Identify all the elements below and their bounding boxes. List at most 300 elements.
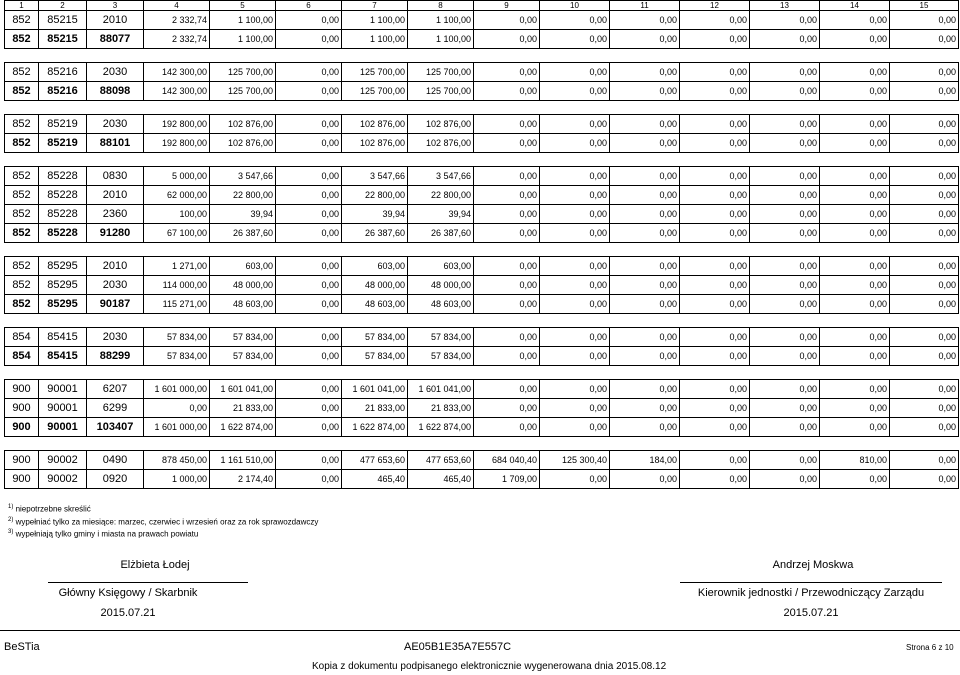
table-cell: 0,00	[750, 380, 820, 399]
table-row	[5, 167, 959, 186]
table-cell: 102 876,00	[408, 134, 474, 153]
table-cell: 900	[5, 470, 39, 489]
table-cell: 0,00	[610, 328, 680, 347]
table-cell: 0,00	[820, 63, 890, 82]
table-cell: 6207	[87, 380, 144, 399]
table-cell: 0,00	[820, 30, 890, 49]
table-cell: 48 603,00	[210, 295, 276, 314]
table-cell: 1 601 041,00	[408, 380, 474, 399]
table-cell: 810,00	[820, 451, 890, 470]
group-separator	[5, 366, 959, 380]
table-cell: 0,00	[680, 295, 750, 314]
table-cell: 184,00	[610, 451, 680, 470]
table-cell: 852	[5, 186, 39, 205]
table-row	[5, 276, 959, 295]
table-cell: 0,00	[750, 276, 820, 295]
table-cell: 192 800,00	[144, 115, 210, 134]
table-row	[5, 11, 959, 30]
footnote: $^{1)}$ niepotrzebne skreślić	[8, 504, 91, 514]
table-cell: 39,94	[408, 205, 474, 224]
table-cell: 0,00	[750, 63, 820, 82]
table-cell: 85295	[39, 276, 87, 295]
table-cell: 0,00	[680, 328, 750, 347]
table-cell: 0,00	[474, 328, 540, 347]
table-cell: 0,00	[820, 399, 890, 418]
column-number: 15	[890, 1, 959, 11]
table-cell: 0,00	[474, 295, 540, 314]
table-cell: 0,00	[474, 257, 540, 276]
table-cell: 0,00	[820, 205, 890, 224]
table-cell: 0,00	[890, 347, 959, 366]
table-cell: 0,00	[680, 30, 750, 49]
table-cell: 22 800,00	[342, 186, 408, 205]
table-cell: 0,00	[540, 399, 610, 418]
table-cell: 0,00	[680, 11, 750, 30]
table-cell: 878 450,00	[144, 451, 210, 470]
table-cell: 0,00	[750, 82, 820, 101]
table-cell: 85228	[39, 205, 87, 224]
group-separator	[5, 49, 959, 63]
table-cell: 85219	[39, 115, 87, 134]
table-row-total	[5, 82, 959, 101]
table-cell: 0,00	[276, 380, 342, 399]
table-cell: 0,00	[680, 167, 750, 186]
group-separator	[5, 314, 959, 328]
table-cell: 1 100,00	[408, 11, 474, 30]
table-cell: 900	[5, 418, 39, 437]
table-cell: 0,00	[610, 63, 680, 82]
table-cell: 0,00	[680, 82, 750, 101]
table-cell: 0,00	[890, 380, 959, 399]
table-cell: 2 174,40	[210, 470, 276, 489]
table-cell: 90001	[39, 380, 87, 399]
table-cell: 0,00	[474, 30, 540, 49]
table-cell: 85295	[39, 257, 87, 276]
table-cell: 100,00	[144, 205, 210, 224]
table-cell: 0,00	[680, 257, 750, 276]
table-cell: 603,00	[408, 257, 474, 276]
column-number: 3	[87, 1, 144, 11]
table-cell: 48 603,00	[408, 295, 474, 314]
table-row	[5, 451, 959, 470]
group-separator	[5, 101, 959, 115]
table-cell: 0,00	[474, 205, 540, 224]
right-signer-name: Andrzej Moskwa	[772, 559, 854, 571]
table-cell: 85415	[39, 328, 87, 347]
table-cell: 90187	[87, 295, 144, 314]
table-cell: 21 833,00	[408, 399, 474, 418]
table-cell: 465,40	[408, 470, 474, 489]
table-cell: 1 100,00	[210, 30, 276, 49]
table-cell: 852	[5, 167, 39, 186]
table-cell: 0,00	[820, 347, 890, 366]
table-cell: 0,00	[750, 30, 820, 49]
table-cell: 0,00	[820, 82, 890, 101]
table-cell: 57 834,00	[408, 347, 474, 366]
table-cell: 0,00	[610, 115, 680, 134]
table-cell: 125 700,00	[408, 82, 474, 101]
table-cell: 1 100,00	[342, 30, 408, 49]
table-cell: 0,00	[276, 205, 342, 224]
table-cell: 1 601 000,00	[144, 380, 210, 399]
footnotes	[8, 502, 318, 540]
table-cell: 102 876,00	[408, 115, 474, 134]
column-number: 13	[750, 1, 820, 11]
table-cell: 57 834,00	[342, 347, 408, 366]
table-cell: 0,00	[820, 276, 890, 295]
table-cell: 114 000,00	[144, 276, 210, 295]
table-cell: 0,00	[820, 418, 890, 437]
table-cell: 0,00	[890, 186, 959, 205]
table-cell: 90001	[39, 399, 87, 418]
table-cell: 0,00	[750, 470, 820, 489]
table-cell: 0,00	[750, 257, 820, 276]
table-cell: 57 834,00	[210, 347, 276, 366]
table-cell: 3 547,66	[408, 167, 474, 186]
table-row	[5, 380, 959, 399]
table-cell: 67 100,00	[144, 224, 210, 243]
left-signer-role: Główny Księgowy / Skarbnik	[58, 587, 198, 599]
table-cell: 0,00	[276, 134, 342, 153]
table-cell: 0,00	[820, 224, 890, 243]
table-cell: 2010	[87, 257, 144, 276]
table-cell: 142 300,00	[144, 63, 210, 82]
table-cell: 0,00	[474, 380, 540, 399]
table-cell: 2030	[87, 276, 144, 295]
table-row	[5, 115, 959, 134]
table-cell: 0,00	[820, 186, 890, 205]
table-cell: 0,00	[276, 224, 342, 243]
table-cell: 0,00	[276, 63, 342, 82]
column-number: 10	[540, 1, 610, 11]
table-cell: 85215	[39, 11, 87, 30]
table-cell: 0,00	[540, 257, 610, 276]
table-cell: 0,00	[750, 295, 820, 314]
table-cell: 0,00	[890, 399, 959, 418]
column-number: 11	[610, 1, 680, 11]
table-cell: 0,00	[610, 470, 680, 489]
footer-document-code: AE05B1E35A7E557C	[404, 641, 512, 653]
table-cell: 0,00	[276, 328, 342, 347]
table-cell: 0,00	[540, 470, 610, 489]
table-cell: 0,00	[890, 257, 959, 276]
table-row	[5, 186, 959, 205]
table-cell: 2030	[87, 115, 144, 134]
table-cell: 477 653,60	[342, 451, 408, 470]
table-cell: 0,00	[890, 224, 959, 243]
table-row-total	[5, 347, 959, 366]
table-cell: 0,00	[680, 186, 750, 205]
table-cell: 0,00	[750, 328, 820, 347]
table-cell: 0,00	[540, 418, 610, 437]
table-cell: 57 834,00	[210, 328, 276, 347]
table-cell: 142 300,00	[144, 82, 210, 101]
table-cell: 90001	[39, 418, 87, 437]
table-cell: 854	[5, 328, 39, 347]
table-cell: 0,00	[540, 82, 610, 101]
table-cell: 0,00	[750, 224, 820, 243]
table-cell: 0,00	[276, 11, 342, 30]
table-cell: 22 800,00	[210, 186, 276, 205]
table-cell: 125 700,00	[408, 63, 474, 82]
table-cell: 0830	[87, 167, 144, 186]
table-cell: 0,00	[890, 134, 959, 153]
table-cell: 684 040,40	[474, 451, 540, 470]
table-cell: 1 622 874,00	[342, 418, 408, 437]
column-number: 4	[144, 1, 210, 11]
table-cell: 85215	[39, 30, 87, 49]
table-cell: 57 834,00	[144, 347, 210, 366]
table-row	[5, 399, 959, 418]
table-cell: 88098	[87, 82, 144, 101]
table-cell: 0,00	[890, 451, 959, 470]
table-cell: 0,00	[820, 328, 890, 347]
table-cell: 0,00	[540, 30, 610, 49]
table-cell: 3 547,66	[210, 167, 276, 186]
table-cell: 85228	[39, 224, 87, 243]
table-cell: 39,94	[210, 205, 276, 224]
table-cell: 125 700,00	[210, 82, 276, 101]
table-cell: 0,00	[276, 347, 342, 366]
table-cell: 39,94	[342, 205, 408, 224]
table-cell: 0,00	[474, 63, 540, 82]
column-number: 8	[408, 1, 474, 11]
table-cell: 852	[5, 63, 39, 82]
table-cell: 0,00	[276, 115, 342, 134]
table-cell: 57 834,00	[342, 328, 408, 347]
table-cell: 0,00	[680, 276, 750, 295]
table-cell: 0,00	[540, 11, 610, 30]
column-number: 2	[39, 1, 87, 11]
table-cell: 0,00	[540, 276, 610, 295]
table-cell: 0,00	[610, 167, 680, 186]
table-cell: 0,00	[610, 11, 680, 30]
table-cell: 603,00	[210, 257, 276, 276]
table-row	[5, 63, 959, 82]
table-cell: 1 271,00	[144, 257, 210, 276]
table-cell: 2360	[87, 205, 144, 224]
table-cell: 0,00	[474, 276, 540, 295]
table-cell: 115 271,00	[144, 295, 210, 314]
table-cell: 0,00	[680, 451, 750, 470]
table-cell: 0,00	[540, 186, 610, 205]
table-cell: 21 833,00	[342, 399, 408, 418]
table-cell: 0,00	[276, 295, 342, 314]
table-cell: 0,00	[276, 470, 342, 489]
table-cell: 0,00	[750, 115, 820, 134]
table-cell: 0,00	[890, 115, 959, 134]
table-row-total	[5, 224, 959, 243]
table-cell: 1 601 041,00	[342, 380, 408, 399]
table-cell: 0,00	[680, 347, 750, 366]
table-cell: 0,00	[820, 470, 890, 489]
table-cell: 0,00	[610, 418, 680, 437]
table-cell: 0,00	[750, 134, 820, 153]
table-cell: 85415	[39, 347, 87, 366]
table-cell: 125 700,00	[210, 63, 276, 82]
table-cell: 91280	[87, 224, 144, 243]
table-cell: 0,00	[890, 30, 959, 49]
table-cell: 2 332,74	[144, 11, 210, 30]
table-cell: 103407	[87, 418, 144, 437]
table-cell: 57 834,00	[144, 328, 210, 347]
column-number-row	[5, 1, 959, 11]
table-cell: 0,00	[820, 295, 890, 314]
table-row-total	[5, 134, 959, 153]
table-cell: 0,00	[610, 134, 680, 153]
right-signature-line	[680, 582, 942, 583]
table-cell: 85295	[39, 295, 87, 314]
table-cell: 48 000,00	[210, 276, 276, 295]
table-cell: 22 800,00	[408, 186, 474, 205]
table-cell: 85228	[39, 167, 87, 186]
table-cell: 88077	[87, 30, 144, 49]
table-cell: 1 100,00	[210, 11, 276, 30]
table-cell: 0,00	[276, 186, 342, 205]
table-cell: 477 653,60	[408, 451, 474, 470]
table-cell: 0,00	[610, 380, 680, 399]
table-cell: 0,00	[474, 347, 540, 366]
table-cell: 0,00	[540, 347, 610, 366]
table-cell: 88299	[87, 347, 144, 366]
table-cell: 192 800,00	[144, 134, 210, 153]
table-cell: 0,00	[610, 295, 680, 314]
column-number: 1	[5, 1, 39, 11]
table-cell: 102 876,00	[210, 115, 276, 134]
table-cell: 0,00	[890, 470, 959, 489]
table-cell: 0,00	[890, 418, 959, 437]
table-cell: 0,00	[680, 224, 750, 243]
footnote: $^{2)}$ wypełniać tylko za miesiące: marzec, czerwiec i wrzesień oraz za rok sprawozdawczy	[8, 516, 319, 527]
table-cell: 0,00	[680, 134, 750, 153]
table-cell: 5 000,00	[144, 167, 210, 186]
table-cell: 6299	[87, 399, 144, 418]
table-cell: 0,00	[540, 380, 610, 399]
table-cell: 0,00	[276, 167, 342, 186]
table-cell: 85219	[39, 134, 87, 153]
left-signer-date: 2015.07.21	[100, 607, 156, 619]
table-cell: 852	[5, 30, 39, 49]
table-cell: 0,00	[276, 30, 342, 49]
table-cell: 0,00	[610, 276, 680, 295]
table-cell: 900	[5, 451, 39, 470]
table-cell: 0,00	[890, 82, 959, 101]
table-cell: 0,00	[276, 257, 342, 276]
table-cell: 465,40	[342, 470, 408, 489]
table-cell: 852	[5, 257, 39, 276]
table-cell: 603,00	[342, 257, 408, 276]
table-cell: 0,00	[680, 63, 750, 82]
table-cell: 48 000,00	[342, 276, 408, 295]
table-cell: 57 834,00	[408, 328, 474, 347]
table-cell: 0,00	[540, 115, 610, 134]
table-cell: 0,00	[540, 295, 610, 314]
table-cell: 0,00	[276, 399, 342, 418]
budget-table	[4, 0, 959, 489]
table-cell: 0,00	[610, 347, 680, 366]
table-cell: 0,00	[474, 224, 540, 243]
table-cell: 102 876,00	[210, 134, 276, 153]
table-cell: 0,00	[474, 115, 540, 134]
table-cell: 0,00	[820, 380, 890, 399]
table-cell: 0,00	[890, 167, 959, 186]
table-cell: 0,00	[820, 134, 890, 153]
table-cell: 852	[5, 276, 39, 295]
table-cell: 854	[5, 347, 39, 366]
table-cell: 0,00	[610, 30, 680, 49]
footer-page-number: Strona 6 z 10	[906, 643, 954, 652]
column-number: 14	[820, 1, 890, 11]
table-cell: 0,00	[610, 205, 680, 224]
table-cell: 0,00	[474, 399, 540, 418]
left-signature-line	[48, 582, 248, 583]
table-cell: 2010	[87, 186, 144, 205]
table-cell: 0,00	[474, 11, 540, 30]
table-cell: 852	[5, 295, 39, 314]
table-cell: 26 387,60	[408, 224, 474, 243]
table-cell: 0,00	[820, 167, 890, 186]
table-cell: 1 709,00	[474, 470, 540, 489]
table-cell: 85228	[39, 186, 87, 205]
table-cell: 852	[5, 11, 39, 30]
table-cell: 0,00	[750, 418, 820, 437]
table-cell: 0,00	[750, 11, 820, 30]
column-number: 12	[680, 1, 750, 11]
footer-copy-note: Kopia z dokumentu podpisanego elektronicznie wygenerowana dnia 2015.08.12	[312, 661, 667, 672]
table-cell: 1 601 000,00	[144, 418, 210, 437]
table-cell: 0,00	[680, 115, 750, 134]
left-signer-name: Elżbieta Łodej	[120, 559, 190, 571]
right-signer-date: 2015.07.21	[783, 607, 839, 619]
table-cell: 0,00	[540, 205, 610, 224]
table-cell: 852	[5, 224, 39, 243]
table-cell: 852	[5, 205, 39, 224]
footer-divider	[0, 630, 960, 631]
table-cell: 0490	[87, 451, 144, 470]
table-cell: 0,00	[144, 399, 210, 418]
table-cell: 1 100,00	[342, 11, 408, 30]
table-cell: 0,00	[680, 470, 750, 489]
table-cell: 900	[5, 399, 39, 418]
table-cell: 0,00	[680, 399, 750, 418]
table-cell: 1 000,00	[144, 470, 210, 489]
table-cell: 90002	[39, 451, 87, 470]
table-row	[5, 328, 959, 347]
table-cell: 900	[5, 380, 39, 399]
table-cell: 102 876,00	[342, 115, 408, 134]
group-separator	[5, 153, 959, 167]
table-cell: 0,00	[276, 418, 342, 437]
group-separator	[5, 243, 959, 257]
table-cell: 88101	[87, 134, 144, 153]
group-separator	[5, 437, 959, 451]
table-cell: 0,00	[540, 134, 610, 153]
table-cell: 2010	[87, 11, 144, 30]
table-cell: 0,00	[474, 167, 540, 186]
table-cell: 0,00	[680, 418, 750, 437]
table-cell: 0,00	[540, 167, 610, 186]
table-cell: 0,00	[890, 276, 959, 295]
table-cell: 0,00	[610, 257, 680, 276]
table-cell: 852	[5, 115, 39, 134]
table-cell: 0,00	[890, 63, 959, 82]
table-cell: 0,00	[750, 167, 820, 186]
table-row	[5, 205, 959, 224]
table-cell: 62 000,00	[144, 186, 210, 205]
table-cell: 0,00	[474, 134, 540, 153]
table-cell: 1 622 874,00	[210, 418, 276, 437]
table-cell: 0,00	[610, 399, 680, 418]
